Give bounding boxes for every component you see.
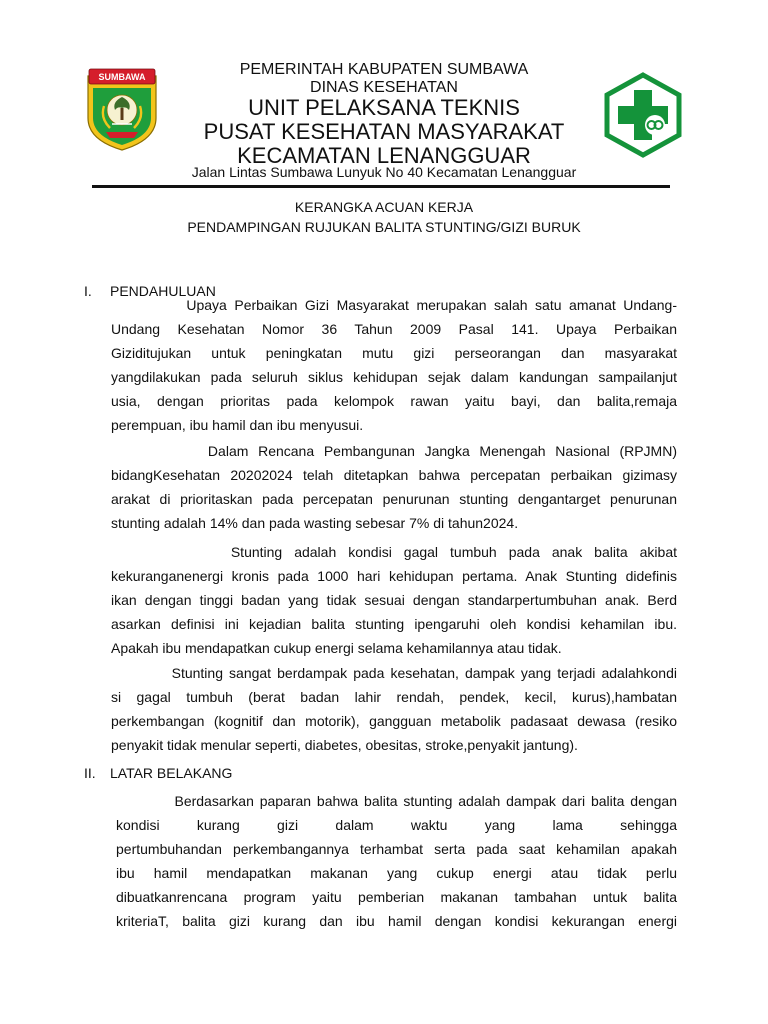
text-line: kriteriaT, balita gizi kurang dan ibu hamil dengan kondisi kekurangan energi xyxy=(116,913,677,929)
paragraph xyxy=(111,661,677,757)
text-line: Undang Kesehatan Nomor 36 Tahun 2009 Pasal 141. Upaya Perbaikan xyxy=(111,321,677,337)
text-line: stunting adalah 14% dan pada wasting sebesar 7% di tahun2024. xyxy=(111,515,519,531)
paragraph xyxy=(111,293,677,437)
section-title: LATAR BELAKANG xyxy=(110,765,233,781)
text-line: ibu hamil mendapatkan makanan yang cukup energi atau tidak perlu xyxy=(116,865,677,881)
section-heading-latar-belakang xyxy=(84,765,232,782)
puskesmas-logo xyxy=(600,72,686,158)
text-line: kondisi kurang gizi dalam waktu yang lama sehingga xyxy=(116,817,677,833)
text-line: Dalam Rencana Pembangunan Jangka Menengah Nasional (RPJMN) xyxy=(111,443,677,459)
text-line: kekuranganenergi kronis pada 1000 hari kehidupan pertama. Anak Stunting didefinis xyxy=(111,568,677,584)
letterhead-divider xyxy=(92,185,670,188)
text-line: Stunting adalah kondisi gagal tumbuh pada anak balita akibat xyxy=(111,544,677,560)
emblem-label: SUMBAWA xyxy=(98,72,146,82)
department-name: DINAS KESEHATAN xyxy=(310,79,458,96)
text-line: Apakah ibu mendapatkan cukup energi selama kehamilannya atau tidak. xyxy=(111,640,562,656)
text-line: Stunting sangat berdampak pada kesehatan, dampak yang terjadi adalahkondi xyxy=(111,665,677,681)
text-line: perkembangan (kognitif dan motorik), gangguan metabolik pada​saat dewasa (resiko xyxy=(111,713,677,729)
text-line: yang​dilakukan pada seluruh siklus kehidupan sejak dalam kandungan sampai​lanjut xyxy=(111,369,677,385)
section-title: PENDAHULUAN xyxy=(110,283,216,299)
letterhead xyxy=(0,0,768,190)
document-subtitle: PENDAMPINGAN RUJUKAN BALITA STUNTING/GIZI BURUK xyxy=(187,219,581,235)
paragraph xyxy=(111,439,677,535)
text-line: arakat di prioritaskan pada percepatan penurunan stunting dengantarget penurunan xyxy=(111,491,677,507)
text-line: Upaya Perbaikan Gizi Masyarakat merupakan salah satu amanat Undang- xyxy=(111,297,677,313)
text-line: Berdasarkan paparan bahwa balita stunting adalah dampak dari balita dengan xyxy=(116,793,677,809)
text-line: dibuatkan​rencana program yaitu pemberian makanan tambahan untuk balita xyxy=(116,889,677,905)
paragraph xyxy=(111,540,677,660)
text-line: perempuan, ibu hamil dan ibu menyusui. xyxy=(111,417,364,433)
government-name: PEMERINTAH KABUPATEN SUMBAWA xyxy=(239,61,529,78)
text-line: bidangKesehatan 20202024 telah ditetapkan bahwa percepatan perbaikan gizimasy xyxy=(111,467,677,483)
text-line: pertumbuhandan perkembangannya terhambat serta pada saat kehamilan apakah xyxy=(116,841,677,857)
text-line: asarkan definisi ini kejadian balita stunting ipengaruhi oleh kondisi kehamilan ibu. xyxy=(111,616,677,632)
document-title: KERANGKA ACUAN KERJA xyxy=(294,199,474,215)
text-line: usia, dengan prioritas pada kelompok rawan yaitu bayi, dan balita,remaja xyxy=(111,393,677,409)
section-number: II. xyxy=(84,765,96,781)
unit-name: UNIT PELAKSANA TEKNIS xyxy=(248,95,520,120)
text-line: penyakit tidak menular seperti, diabetes, obesitas, stroke,penyakit jantung). xyxy=(111,737,578,753)
paragraph xyxy=(116,789,677,933)
institution-name: PUSAT KESEHATAN MASYARAKAT xyxy=(203,119,565,144)
text-line: si gagal tumbuh (berat badan lahir rendah, pendek, kecil, kurus),hambatan xyxy=(111,689,677,705)
district-name: KECAMATAN LENANGGUAR xyxy=(237,143,531,168)
text-line: ikan dengan tinggi badan yang tidak sesuai dengan standarpertumbuhan anak. Berd xyxy=(111,592,677,608)
section-number: I. xyxy=(84,283,92,299)
text-line: Gizi​ditujukan untuk peningkatan mutu gizi perseorangan dan masyarakat xyxy=(111,345,677,361)
address: Jalan Lintas Sumbawa Lunyuk No 40 Kecamatan Lenangguar xyxy=(191,164,577,180)
